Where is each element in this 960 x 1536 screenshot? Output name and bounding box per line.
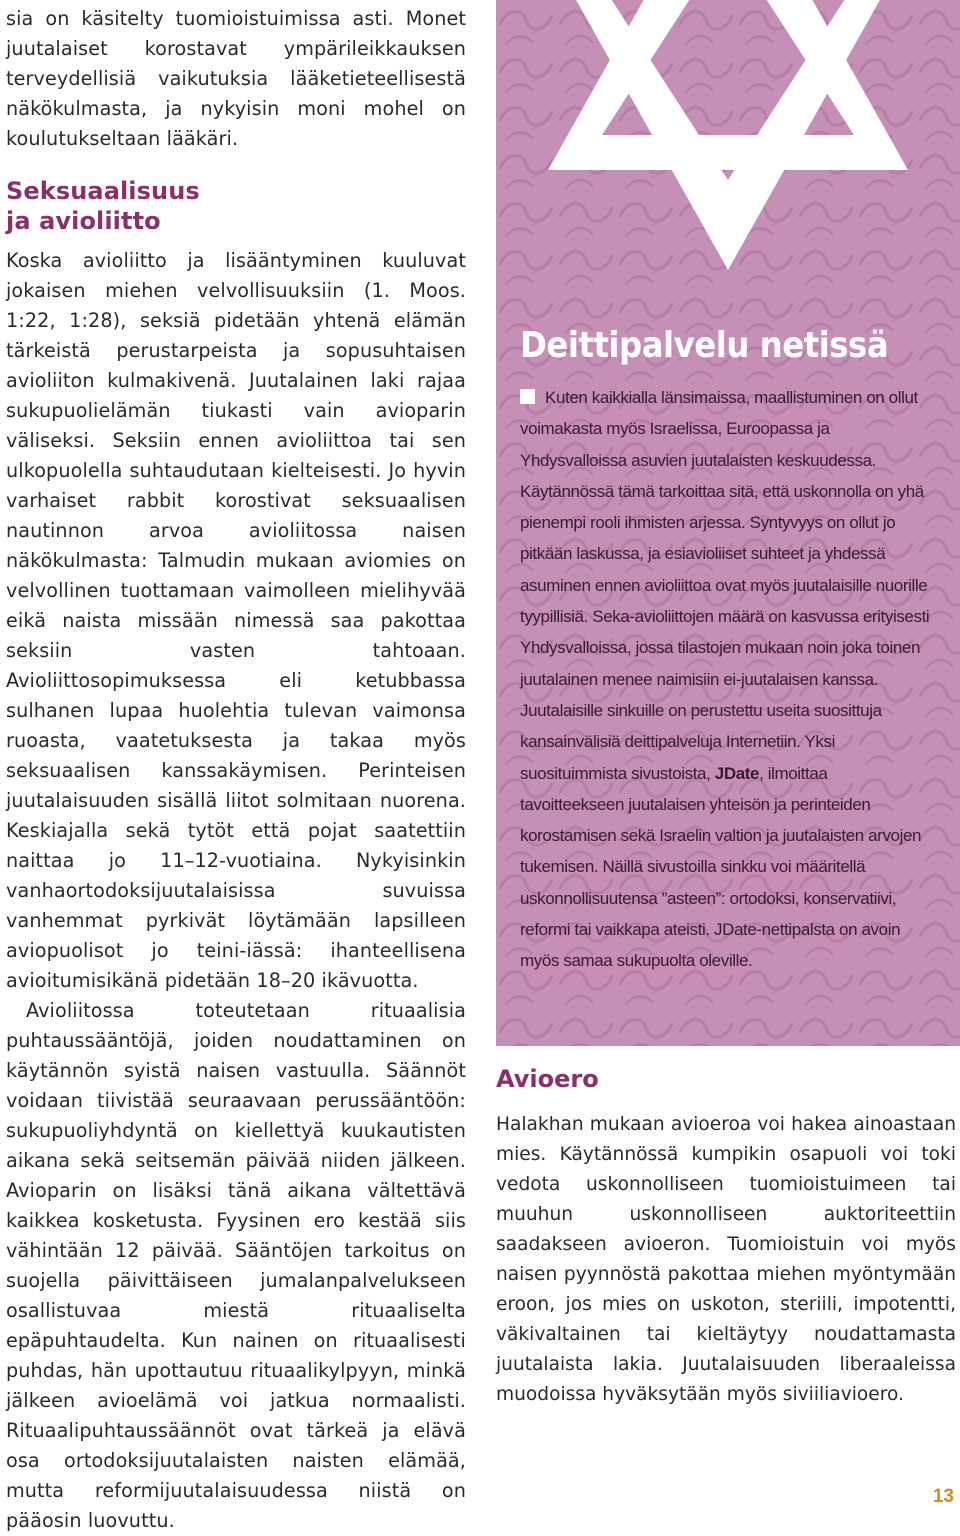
sidebar-paragraph [520,382,932,977]
intro-paragraph: sia on käsitelty tuomioistuimissa asti. Monet juutalaiset korostavat ympärileikkauksen terveydellisiä vaikutuksia lääketieteellisestä näkökulmasta, ja nykyisin moni mohel on koulutukseltaan lääkäri. [6,7,466,150]
section-heading-line-2: ja avioliitto [6,207,161,235]
body-paragraph-1: Koska avioliitto ja lisääntyminen kuuluvat jokaisen miehen velvollisuuksiin (1. Moos. 1:22, 1:28), seksiä pidetään yhtenä elämän tärkeistä perustarpeista ja sopusuhtaisen avioliiton kulmakivenä. Juutalainen laki rajaa sukupuolielämän tiukasti vain avioparin väliseksi. Seksiin ennen avioliittoa tai sen ulkopuolella suhtaudutaan kielteisesti. Jo hyvin varhaiset rabbit korostivat seksuaalisen nautinnon arvoa avioliitossa naisen näkökulmasta: Talmudin mukaan aviomies on velvollinen tuottamaan vaimolleen mielihyvää eikä naista missään nimessä saa pakottaa seksiin vasten tahtoaan. Avioliittosopimuksessa eli ketubbassa sulhanen lupaa huolehtia tulevan vaimonsa ruoasta, vaatetuksesta ja takaa myös seksuaalisen kanssakäymisen. Perinteisen juutalaisuuden sisällä liitot solmitaan nuorena. Keskiajalla sekä tytöt että pojat saatettiin naittaa jo 11–12-vuotiaina. Nykyisinkin vanhaortodoksijuutalaisissa suvuissa vanhemmat pyrkivät löytämään lapsilleen aviopuolisot jo teini-iässä: ihanteellisena avioitumisikänä pidetään 18–20 ikävuotta. [6,249,466,992]
square-bullet-icon [520,389,535,404]
jdate-brand: JDate [714,763,760,783]
sidebar-text-part-1: Kuten kaikkialla länsimaissa, maallistuminen on ollut voimakasta myös Israelissa, Euroopassa ja Yhdysvalloissa asuvien juutalaisten keskuudessa. Käytännössä tämä tarkoittaa sitä, että uskonnolla on yhä pienempi rooli ihmisten arjessa. Syntyvyys on ollut jo pitkään laskussa, ja esiavioliiset suhteet ja yhdessä asuminen ennen avioliittoa ovat myös juutalaisille nuorille tyypillisiä. Seka-avioliittojen määrä on kasvussa erityisesti Yhdysvalloissa, jossa tilastojen mukaan noin joka toinen juutalainen menee naimisiin ei-juutalaisen kanssa. Juutalaisille sinkuille on perustettu useita suosittuja kansainvälisiä deittipalveluja Internetiin. Yksi suosituimmista sivustoista, [520,388,930,783]
sidebar-dating-box [496,0,960,1046]
sidebar-text-part-2: , ilmoittaa tavoitteekseen juutalaisen yhteisön ja perinteiden korostamisen sekä Israelin valtion ja juutalaisten arvojen tukemisen. Näillä sivustoilla sinkku voi määritellä uskonnollisuutensa ”asteen”: ortodoksi, konservatiivi, reformi tai vaikkapa ateisti. JDate-nettipalsta on avoin myös samaa sukupuolta oleville. [520,763,922,971]
page-number: 13 [932,1486,954,1507]
section-heading-line-1: Seksuaalisuus [6,177,200,205]
sidebar-title: Deittipalvelu netissä [520,325,889,366]
body-paragraph-2: Avioliitossa toteutetaan rituaalisia puhtaussääntöjä, joiden noudattaminen on käytännön syistä naisen vastuulla. Säännöt voidaan tiivistää seuraavaan perussääntöön: sukupuoliyhdyntä on kiellettyä kuukautisten aikana sekä seitsemän päivää niiden jälkeen. Avioparin on lisäksi tänä aikana vältettävä kaikkea kosketusta. Fyysinen ero kestää siis vähintään 12 päivää. Sääntöjen tarkoitus on suojella päivittäiseen jumalanpalvelukseen osallistuvaa miestä rituaaliselta epäpuhtaudelta. Kun nainen on rituaalisesti puhdas, hän upottautuu rituaalikylpyyn, minkä jälkeen avioelämä voi jatkua normaalisti. Rituaalipuhtaussäännöt ovat tärkeä ja elävä osa ortodoksijuutalaisten naisten elämää, mutta reformijuutalaisuudessa niistä on pääosin luovuttu. [6,999,466,1532]
section-heading-divorce: Avioero [496,1065,599,1093]
left-column [6,4,466,1536]
section-heading-sexuality [6,176,466,236]
right-column [496,1064,956,1410]
divorce-paragraph: Halakhan mukaan avioeroa voi hakea ainoastaan mies. Käytännössä kumpikin osapuoli voi toki vedota uskonnolliseen tuomioistuimeen tai muuhun uskonnolliseen auktoriteettiin saadakseen avioeron. Tuomioistuin voi myös naisen pyynnöstä pakottaa miehen myöntymään eroon, jos mies on uskoton, steriili, impotentti, väkivaltainen tai kieltäytyy noudattamasta juutalaista lakia. Juutalaisuuden liberaaleissa muodoissa hyväksytään myös siviiliavioero. [496,1114,956,1405]
